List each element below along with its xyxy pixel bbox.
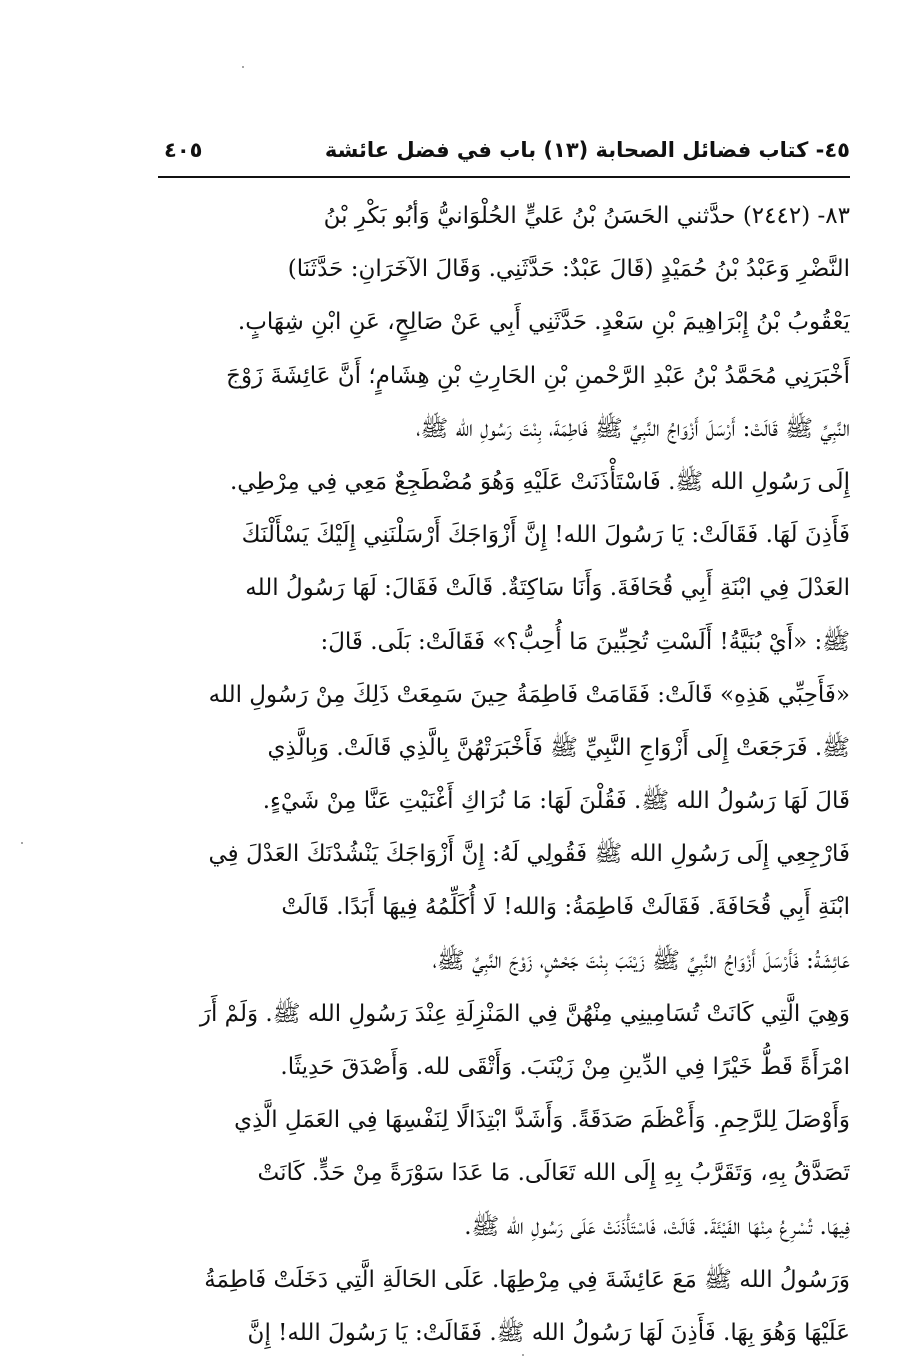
page-number: ٤٠٥ [164,138,203,162]
text-line: وَرَسُولُ الله ﷺ مَعَ عَائِشَةَ فِي مِرْطِهَا. عَلَى الحَالَةِ الَّتِي دَخَلَتْ فَاطِمَةُ [204,1266,850,1293]
text-line: وَهِيَ الَّتِي كَانَتْ تُسَامِينِي مِنْهُنَّ فِي المَنْزِلَةِ عِنْدَ رَسُولِ الله ﷺ. وَلَمْ أَرَ [199,1000,850,1027]
text-line: العَدْلَ فِي ابْنَةِ أَبِي قُحَافَةَ. وَأَنَا سَاكِتَةٌ. قَالَتْ فَقَالَ: لَهَا رَسُولُ الله [245,575,850,602]
text-line: النَّبِيِّ ﷺ قَالَتْ: أَرْسَلَ أَزْوَاجُ النَّبِيِّ ﷺ فَاطِمَةَ، بِنْتَ رَسُولِ الله ﷺ، [416,415,850,442]
hadith-text [160,190,850,1360]
text-line: فَأَذِنَ لَهَا. فَقَالَتْ: يَا رَسُولَ الله! إِنَّ أَزْوَاجَكَ أَرْسَلْنَنِي إِلَيْكَ يَسْأَلْنَكَ [241,522,850,549]
text-line: تَصَدَّقُ بِهِ، وَتَقَرَّبُ بِهِ إِلَى الله تَعَالَى. مَا عَدَا سَوْرَةً مِنْ حَدٍّ. كَانَتْ [257,1160,850,1187]
running-header [160,138,850,174]
text-line: إِلَى رَسُولِ الله ﷺ. فَاسْتَأْذَنَتْ عَلَيْهِ وَهُوَ مُضْطَجِعٌ مَعِي فِي مِرْطِي. [229,468,850,495]
header-title: ٤٥- كتاب فضائل الصحابة (١٣) باب في فضل عائشة [324,138,850,162]
stray-mark-top [242,66,244,68]
text-line: امْرَأَةً قَطُّ خَيْرًا فِي الدِّينِ مِنْ زَيْنَبَ. وَأَتْقَى لله. وَأَصْدَقَ حَدِيثًا. [280,1054,850,1080]
header-rule [158,176,850,178]
text-line: عَائِشَةُ: فَأَرْسَلَ أَزْوَاجُ النَّبِيِّ ﷺ زَيْنَبَ بِنْتَ جَحْشٍ، زَوْجَ النَّبِيِّ ﷺ، [432,947,850,974]
text-line: «فَأَحِبِّي هَذِهِ» قَالَتْ: فَقَامَتْ فَاطِمَةُ حِينَ سَمِعَتْ ذَلِكَ مِنْ رَسُولِ الله [208,681,850,708]
stray-mark-left [21,842,23,844]
text-line: ابْنَةِ أَبِي قُحَافَةَ. فَقَالَتْ فَاطِمَةُ: وَالله! لَا أُكَلِّمُهُ فِيهَا أَبَدًا. قَالَتْ [281,894,850,921]
text-line: ﷺ: «أَيْ بُنَيَّةُ! أَلَسْتِ تُحِبِّينَ مَا أُحِبُّ؟» فَقَالَتْ: بَلَى. قَالَ: [320,628,850,655]
text-line: النَّضْرِ وَعَبْدُ بْنُ حُمَيْدٍ (قَالَ عَبْدٌ: حَدَّثَنِي. وَقَالَ الآخَرَانِ: حَدَّثَنَا) [287,256,850,283]
text-line: فَارْجِعِي إِلَى رَسُولِ الله ﷺ فَقُولِي لَهُ: إِنَّ أَزْوَاجَكَ يَنْشُدْنَكَ العَدْلَ فِي [208,841,850,868]
text-line: ٨٣- (٢٤٤٢) حدَّثني الحَسَنُ بْنُ عَليٍّ الحُلْوَانيُّ وَأبُو بَكْرِ بْنُ [323,203,850,229]
text-line: عَلَيْهَا وَهُوَ بِهَا. فَأَذِنَ لَهَا رَسُولُ الله ﷺ. فَقَالَتْ: يَا رَسُولَ الله! إِنَّ [247,1319,850,1346]
text-line: قَالَ لَهَا رَسُولُ الله ﷺ. فَقُلْنَ لَهَا: مَا نُرَاكِ أَغْنَيْتِ عَنَّا مِنْ شَيْءٍ. [262,788,850,815]
text-line: أَخْبَرَنِي مُحَمَّدُ بْنُ عَبْدِ الرَّحْمنِ بْنِ الحَارِثِ بْنِ هِشَامٍ؛ أَنَّ عَائِشَةَ زَوْجَ [226,362,850,389]
text-line: يَعْقُوبُ بْنُ إِبْرَاهِيمَ بْنِ سَعْدٍ. حَدَّثَنِي أَبِي عَنْ صَالِحٍ، عَنِ ابْنِ شِهَابٍ. [237,309,850,336]
text-line: وَأَوْصَلَ لِلرَّحِمِ. وَأَعْظَمَ صَدَقَةً. وَأَشَدَّ ابْتِذَالًا لِنَفْسِهَا فِي العَمَلِ الَّذِي [234,1107,850,1134]
text-line: فِيهَا. تُسْرِعُ مِنْهَا الفَيْئَةَ. قَالَتْ، فَاسْتَأْذَنَتْ عَلَى رَسُولِ الله ﷺ. [464,1213,850,1240]
text-line: ﷺ. فَرَجَعَتْ إِلَى أَزْوَاجِ النَّبِيِّ ﷺ فَأَخْبَرَتْهُنَّ بِالَّذِي قَالَتْ. وَبِالَّذِي [267,734,850,761]
